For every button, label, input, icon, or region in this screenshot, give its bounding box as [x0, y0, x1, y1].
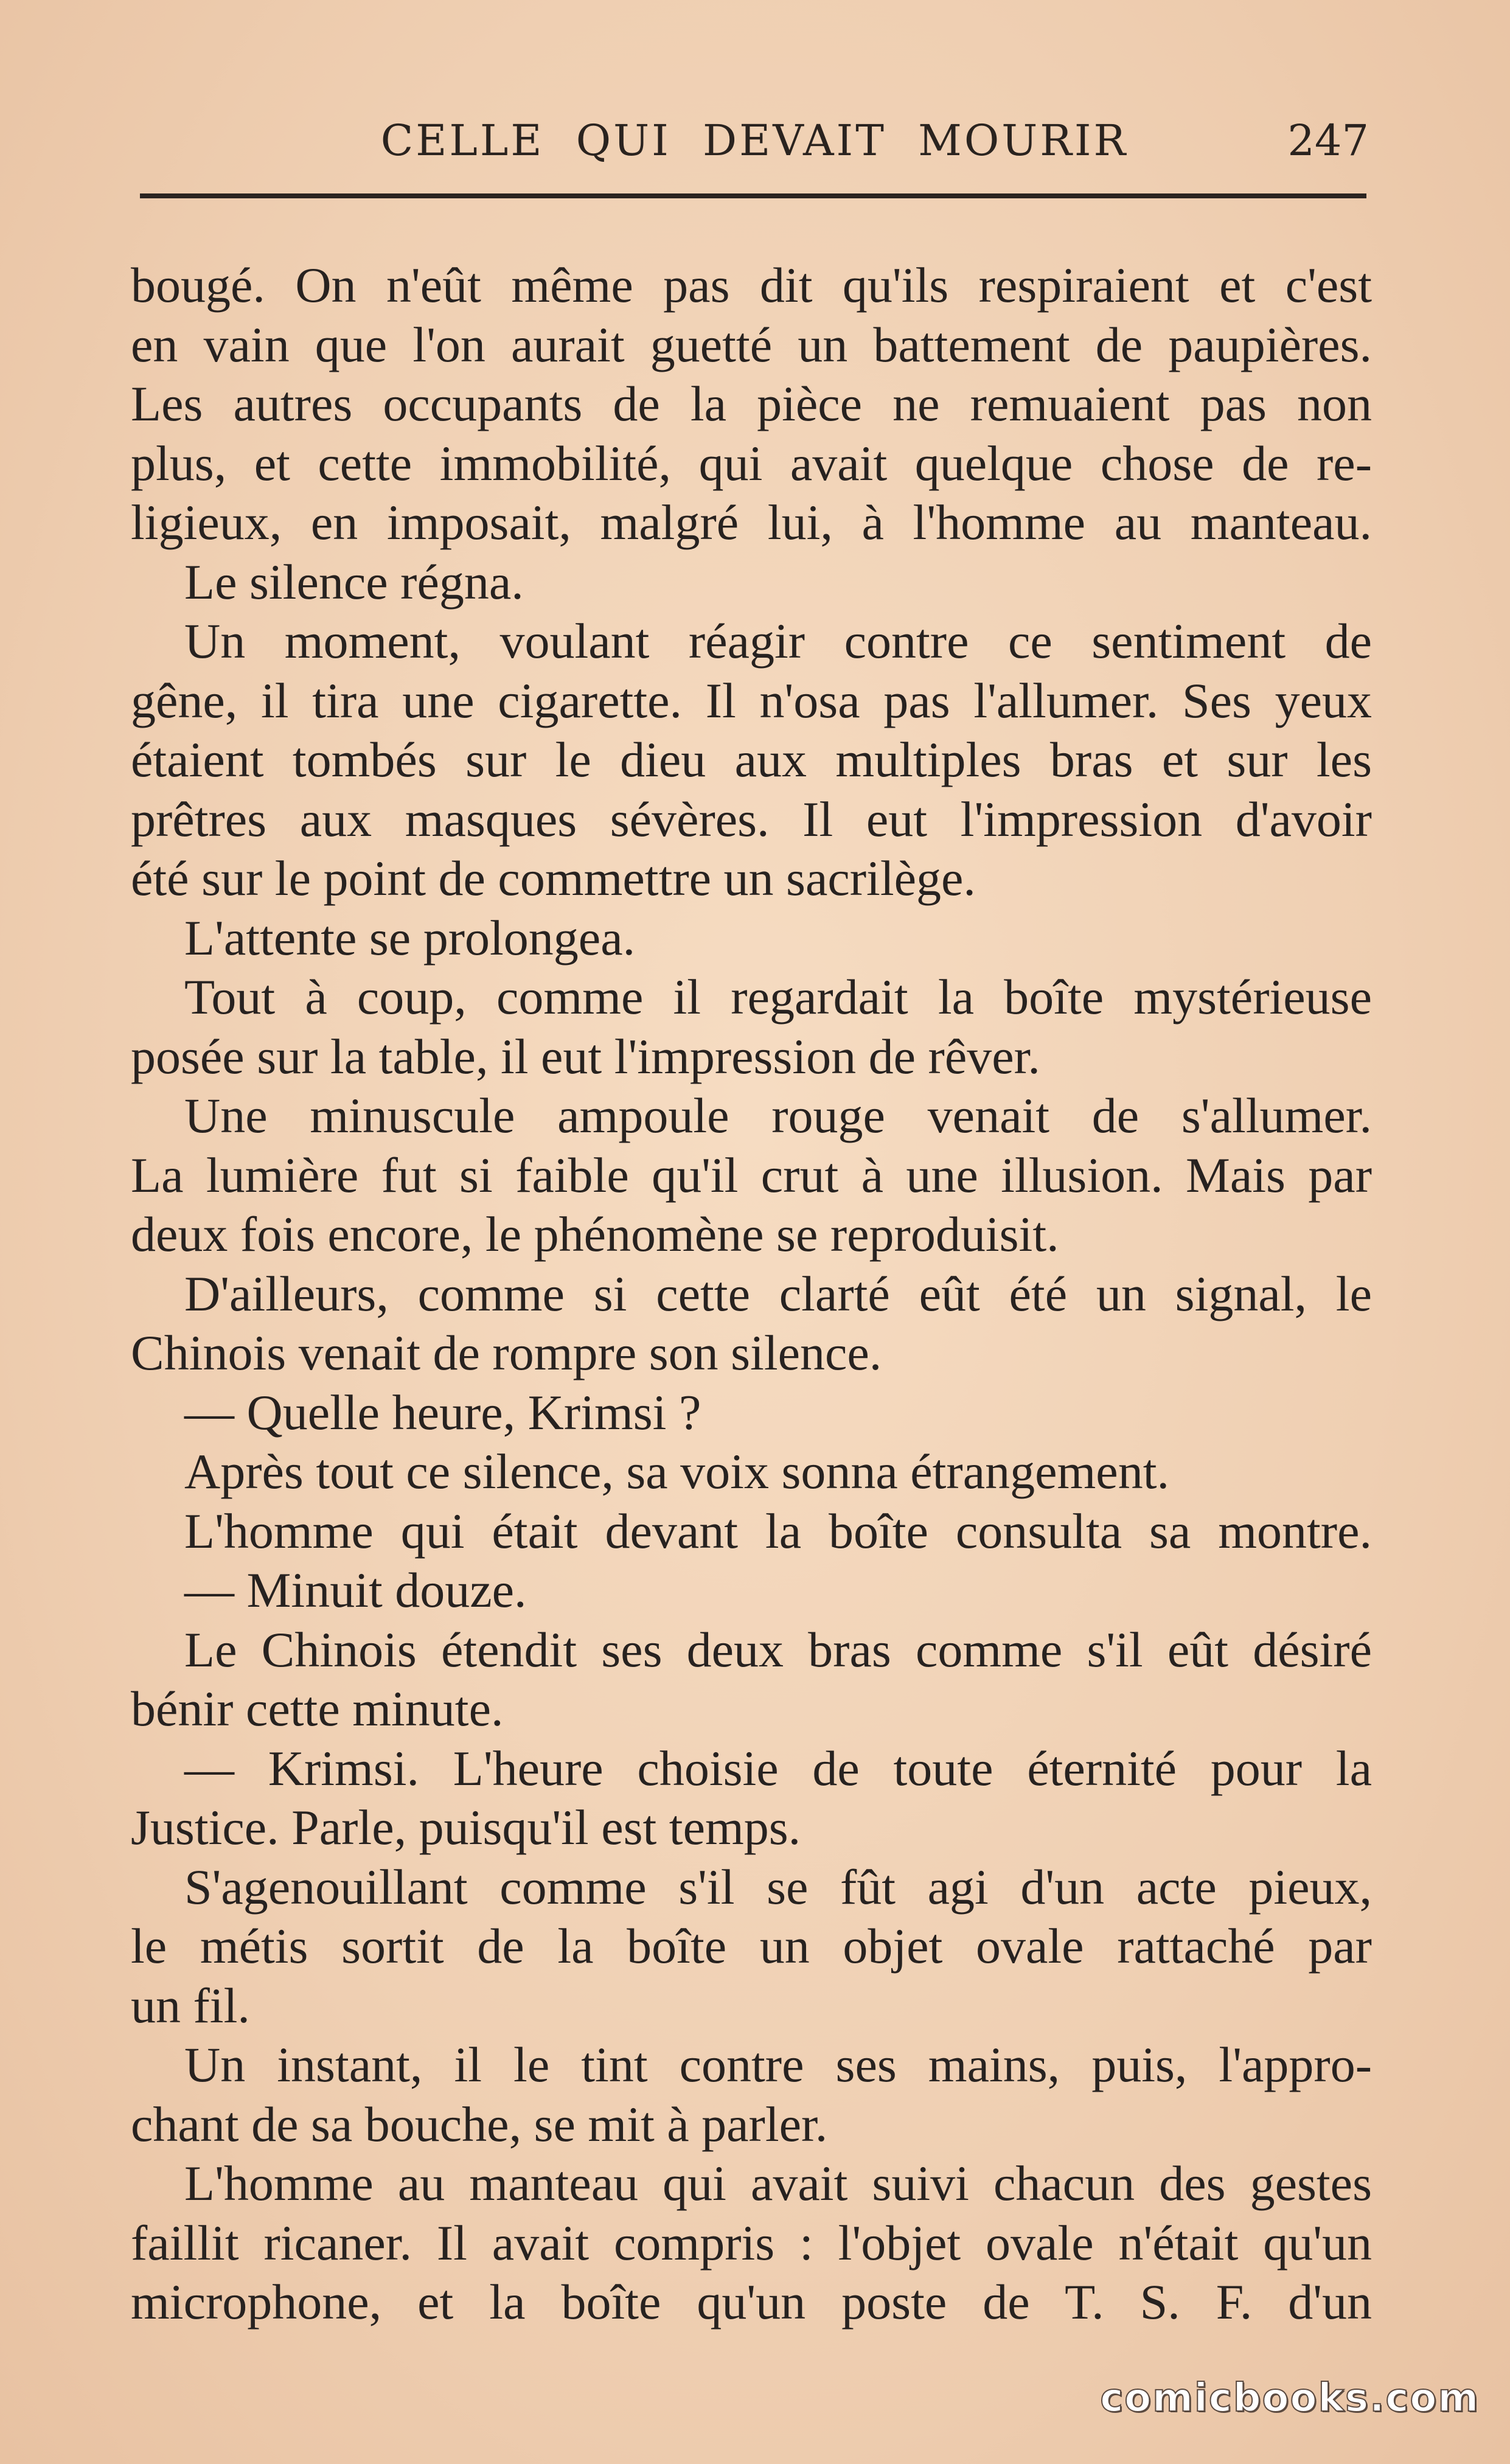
- text-line: étaient tombés sur le dieu aux multiples bras et sur les: [131, 732, 1372, 787]
- text-line: un fil.: [131, 1977, 250, 2033]
- running-header: [140, 103, 1369, 176]
- header-rule: [140, 193, 1366, 198]
- text-line: Justice. Parle, puisqu'il est temps.: [131, 1800, 801, 1855]
- text-line: La lumière fut si faible qu'il crut à une illusion. Mais par: [131, 1147, 1372, 1203]
- text-line: Chinois venait de rompre son silence.: [131, 1325, 882, 1380]
- text-line: faillit ricaner. Il avait compris : l'objet ovale n'était qu'un: [131, 2215, 1372, 2271]
- text-line: prêtres aux masques sévères. Il eut l'impression d'avoir: [131, 791, 1372, 847]
- text-line: chant de sa bouche, se mit à parler.: [131, 2096, 828, 2152]
- text-line: bénir cette minute.: [131, 1681, 504, 1736]
- watermark: comicbooks.com: [1100, 2376, 1480, 2421]
- text-line: — Krimsi. L'heure choisie de toute éternité pour la: [184, 1740, 1372, 1796]
- text-line: Un instant, il le tint contre ses mains, puis, l'appro-: [184, 2037, 1372, 2092]
- text-line: le métis sortit de la boîte un objet ovale rattaché par: [131, 1918, 1372, 1974]
- text-line: ligieux, en imposait, malgré lui, à l'homme au manteau.: [131, 495, 1372, 550]
- text-line: en vain que l'on aurait guetté un battement de paupières.: [131, 316, 1372, 372]
- text-line: D'ailleurs, comme si cette clarté eût été un signal, le: [184, 1265, 1372, 1321]
- page-number: 247: [1287, 116, 1369, 165]
- text-line: — Quelle heure, Krimsi ?: [184, 1384, 701, 1440]
- text-line: Tout à coup, comme il regardait la boîte mystérieuse: [184, 969, 1372, 1025]
- text-line: L'attente se prolongea.: [184, 910, 636, 966]
- body-text: [131, 256, 1372, 2332]
- text-line: posée sur la table, il eut l'impression de rêver.: [131, 1028, 1040, 1084]
- text-line: microphone, et la boîte qu'un poste de T. S. F. d'un: [131, 2274, 1372, 2330]
- text-line: Les autres occupants de la pièce ne remuaient pas non: [131, 376, 1372, 431]
- text-line: Une minuscule ampoule rouge venait de s'allumer.: [184, 1088, 1372, 1143]
- text-line: bougé. On n'eût même pas dit qu'ils respiraient et c'est: [131, 257, 1372, 313]
- text-line: plus, et cette immobilité, qui avait quelque chose de re-: [131, 435, 1372, 491]
- text-line: — Minuit douze.: [184, 1562, 527, 1618]
- text-line: Après tout ce silence, sa voix sonna étrangement.: [184, 1444, 1169, 1499]
- text-line: été sur le point de commettre un sacrilège.: [131, 851, 976, 906]
- text-line: S'agenouillant comme s'il se fût agi d'un acte pieux,: [184, 1859, 1372, 1915]
- text-line: deux fois encore, le phénomène se reproduisit.: [131, 1206, 1059, 1262]
- text-line: L'homme qui était devant la boîte consulta sa montre.: [184, 1503, 1372, 1559]
- text-line: L'homme au manteau qui avait suivi chacun des gestes: [184, 2156, 1372, 2211]
- text-line: Le silence régna.: [184, 554, 524, 610]
- running-title: CELLE QUI DEVAIT MOURIR: [380, 116, 1129, 165]
- text-line: gêne, il tira une cigarette. Il n'osa pas l'allumer. Ses yeux: [131, 672, 1372, 728]
- text-line: Le Chinois étendit ses deux bras comme s'il eût désiré: [184, 1621, 1372, 1677]
- text-line: Un moment, voulant réagir contre ce sentiment de: [184, 613, 1372, 669]
